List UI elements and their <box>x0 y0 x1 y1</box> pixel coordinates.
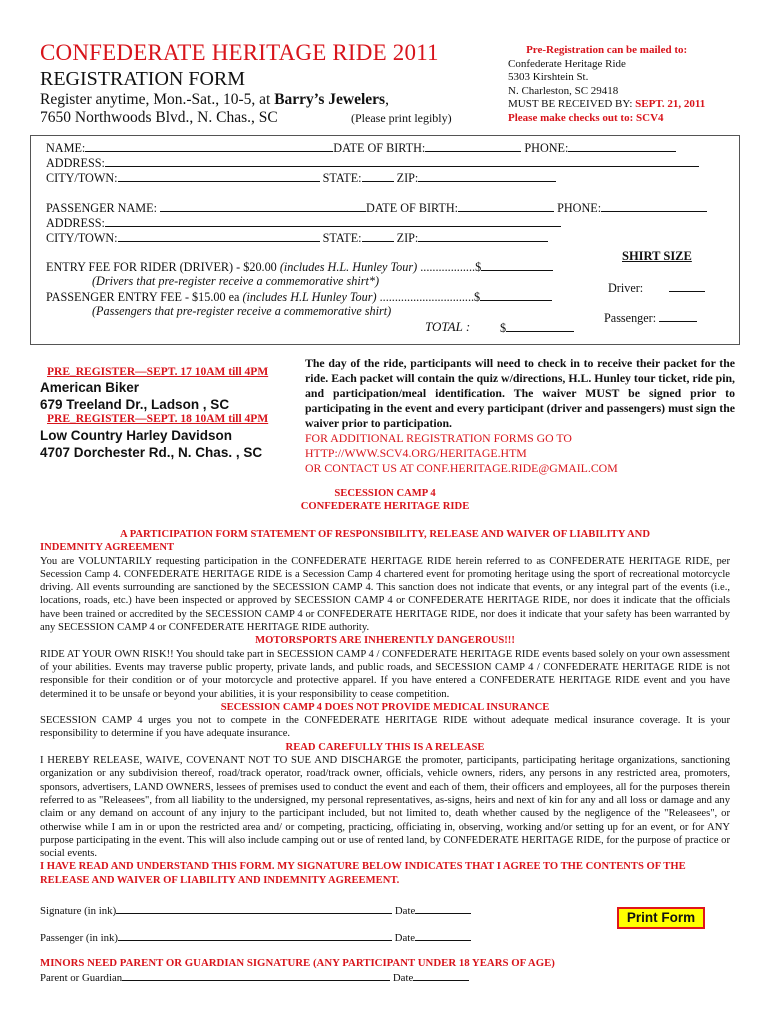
rider-fee-dots: ..................$ <box>417 260 482 274</box>
preregister-address-1: 679 Treeland Dr., Ladson , SC <box>40 397 230 412</box>
passenger-fee-label: PASSENGER ENTRY FEE - $15.00 ea <box>46 290 243 304</box>
rider-state-field[interactable] <box>362 170 394 182</box>
signature-field[interactable] <box>116 903 392 914</box>
passenger-signature-label: Passenger (in ink) <box>40 932 118 944</box>
print-legibly-note: (Please print legibly) <box>351 111 452 125</box>
org-line-1: SECESSION CAMP 4 <box>334 488 436 499</box>
rider-city-field[interactable] <box>118 170 320 182</box>
waiver-release: READ CAREFULLY THIS IS A RELEASE <box>285 741 485 753</box>
shirt-passenger-label: Passenger: <box>604 311 657 325</box>
passenger-zip-label: ZIP: <box>396 231 419 245</box>
waiver-para-1: You are VOLUNTARILY requesting participation in the CONFEDERATE HERITAGE RIDE herein referred to as CONFEDERATE HERITAGE RIDE, per Secession Camp 4. CONFEDERATE HERITAGE RIDE is a Secession Camp 4 chartered event for promoting heritage using the sport of recreational motorcycle driving. All events surrounding are sanctioned by the SECESSION CAMP 4. This sanction does not indicate that events, or any integral part of the events (i.e., locations, roads, etc.) have been inspected or approved by SECESSION CAMP 4 or CONFEDERATE HERITAGE RIDE, nor does it indicate that the officials have been trained or accredited by the SECESSION CAMP 4 or CONFEDERATE HERITAGE RIDE, nor does it indicate that your safety has been warranted by any SECESSION CAMP 4 or CONFEDERATE HERITAGE RIDE authority. <box>40 555 730 634</box>
signature-row <box>40 903 471 917</box>
rider-address-field[interactable] <box>105 155 699 167</box>
rider-shirt-note: (Drivers that pre-register receive a commemorative shirt*) <box>92 274 380 288</box>
passenger-address-row <box>46 215 561 230</box>
waiver-danger: MOTORSPORTS ARE INHERENTLY DANGEROUS!!! <box>255 635 515 647</box>
guardian-label: Parent or Guardian <box>40 972 123 984</box>
rider-dob-field[interactable] <box>425 140 521 152</box>
rider-city-row <box>46 170 556 185</box>
rider-fee-note: (includes H.L. Hunley Tour) <box>279 260 418 274</box>
rider-zip-label: ZIP: <box>396 171 419 185</box>
store-address: 7650 Northwoods Blvd., N. Chas., SC <box>40 109 278 126</box>
passenger-date-label: Date <box>394 932 416 944</box>
guardian-row <box>40 970 469 984</box>
total-dollar: $ <box>500 321 507 335</box>
rider-state-label: STATE: <box>322 171 362 185</box>
total-label: TOTAL : <box>425 319 471 334</box>
shirt-size-title: SHIRT SIZE <box>622 249 692 263</box>
checkin-text: The day of the ride, participants will need to check in to receive their packet for the ride. Each packet will contain the quiz w/directions, H.L. Hunley tour ticket, ride pin, and participation/meal identification. The waiver MUST be signed prior to participating in the event and every participant (driver and passengers) must sign the waiver prior to participation. <box>305 356 735 430</box>
preregister-event-2: PRE_REGISTER—SEPT. 18 10AM till 4PM <box>47 413 269 425</box>
passenger-fee-note: (includes H.L Hunley Tour) <box>242 290 377 304</box>
passenger-zip-field[interactable] <box>418 230 548 242</box>
form-subtitle: REGISTRATION FORM <box>40 68 246 90</box>
rider-city-label: CITY/TOWN: <box>46 171 118 185</box>
rider-name-row <box>46 140 676 155</box>
rider-phone-label: PHONE: <box>524 141 569 155</box>
waiver-para-3: SECESSION CAMP 4 urges you not to compete in the CONFEDERATE HERITAGE RIDE without adequate medical insurance coverage. It is your responsibility to determine if you have adequate insurance. <box>40 715 730 740</box>
preregister-address-2: 4707 Dorchester Rd., N. Chas. , SC <box>40 445 263 460</box>
waiver-para-4: I HEREBY RELEASE, WAIVE, COVENANT NOT TO SUE AND DISCHARGE the promoter, participants, participating heritage organizations, sanctioning organization or any subdivision thereof, road/track operator, road/track owner, officials, vehicle owners, riders, any persons in any restricted area, promoters, sponsors, advertisers, LAND OWNERS, lessees of premises used to conduct the event and each of them, their officers and employees, all for the purposes therein referred to as "Releasees", from all liability to the undersigned, my personal representatives, as-signs, heirs and next of kin for any and all loss or damage and any claim or any demand on account of any injury to the participant included, but not limited to, death whether caused by the negligence of the "Releasees", or otherwise while I am in or upon the restricted area and/ or competing, practicing, officiating in, observing, working and/or setting up for an event, or for ANY purpose participating in the event. This will also include camping out or use of rented land, by CONFEDERATE HERITAGE RIDE, for the purpose of practice or social events. <box>40 755 730 860</box>
passenger-fee-amount[interactable] <box>480 289 552 301</box>
mail-checks: Please make checks out to: SCV4 <box>508 111 664 124</box>
passenger-signature-row <box>40 930 471 944</box>
passenger-address-field[interactable] <box>105 215 561 227</box>
mail-line2: 5303 Kirshtein St. <box>508 71 589 84</box>
shirt-passenger-field[interactable] <box>659 310 697 322</box>
deadline-date: SEPT. 21, 2011 <box>635 98 706 111</box>
guardian-field[interactable] <box>122 970 390 981</box>
print-form-button[interactable]: Print Form <box>617 907 705 929</box>
passenger-dob-label: DATE OF BIRTH: <box>366 201 459 215</box>
passenger-fee-row <box>46 289 552 304</box>
form-title: CONFEDERATE HERITAGE RIDE 2011 <box>40 40 439 65</box>
signature-date-field[interactable] <box>415 903 471 914</box>
passenger-signature-field[interactable] <box>118 930 392 941</box>
register-prefix: Register anytime, Mon.-Sat., 10-5, at <box>40 91 275 108</box>
shirt-driver-label: Driver: <box>608 281 644 295</box>
rider-zip-field[interactable] <box>418 170 556 182</box>
guardian-date-label: Date <box>392 972 414 984</box>
passenger-state-label: STATE: <box>322 231 362 245</box>
waiver-acknowledge: I HAVE READ AND UNDERSTAND THIS FORM. MY SIGNATURE BELOW INDICATES THAT I AGREE TO THE CONTENTS OF THE RELEASE AND WAIVER OF LIABILITY AND INDEMNITY AGREEMENT. <box>40 861 686 886</box>
waiver-no-insurance: SECESSION CAMP 4 DOES NOT PROVIDE MEDICAL INSURANCE <box>220 701 550 713</box>
passenger-name-row <box>46 200 707 215</box>
mail-info <box>508 44 705 126</box>
signature-label: Signature (in ink) <box>40 905 117 917</box>
passenger-city-field[interactable] <box>118 230 320 242</box>
mail-line1: Confederate Heritage Ride <box>508 57 626 70</box>
waiver-heading-2: INDEMNITY AGREEMENT <box>40 542 175 554</box>
forms-url[interactable]: HTTP://WWW.SCV4.ORG/HERITAGE.HTM <box>305 446 527 460</box>
passenger-phone-field[interactable] <box>601 200 707 212</box>
rider-fee-row <box>46 259 553 274</box>
org-line-2: CONFEDERATE HERITAGE RIDE <box>300 501 470 512</box>
signature-date-label: Date <box>394 905 416 917</box>
rider-phone-field[interactable] <box>568 140 676 152</box>
passenger-name-field[interactable] <box>160 200 366 212</box>
checkin-info <box>305 356 735 476</box>
preregister-place-2: Low Country Harley Davidson <box>40 428 233 443</box>
mail-deadline <box>508 98 705 112</box>
total-row <box>500 320 574 335</box>
rider-address-row <box>46 155 699 170</box>
shirt-driver-row <box>608 280 705 295</box>
guardian-date-field[interactable] <box>413 970 469 981</box>
rider-name-field[interactable] <box>85 140 333 152</box>
total-amount[interactable] <box>506 320 574 332</box>
more-forms: FOR ADDITIONAL REGISTRATION FORMS GO TO <box>305 431 572 445</box>
contact-email[interactable]: OR CONTACT US AT CONF.HERITAGE.RIDE@GMAIL.COM <box>305 461 618 475</box>
rider-fee-amount[interactable] <box>481 259 553 271</box>
register-store: Barry’s Jewelers <box>274 91 386 108</box>
mail-heading: Pre-Registration can be mailed to: <box>526 44 688 56</box>
shirt-driver-field[interactable] <box>669 280 705 292</box>
passenger-fee-dots: ...............................$ <box>376 290 481 304</box>
rider-address-label: ADDRESS: <box>46 156 105 170</box>
passenger-city-label: CITY/TOWN: <box>46 231 118 245</box>
passenger-date-field[interactable] <box>415 930 471 941</box>
register-info <box>40 91 389 109</box>
shirt-passenger-row <box>604 310 697 325</box>
rider-dob-label: DATE OF BIRTH: <box>333 141 426 155</box>
waiver-heading-1: A PARTICIPATION FORM STATEMENT OF RESPONSIBILITY, RELEASE AND WAIVER OF LIABILITY AND <box>119 529 650 540</box>
mail-line3: N. Charleston, SC 29418 <box>508 84 619 97</box>
minors-note: MINORS NEED PARENT OR GUARDIAN SIGNATURE (ANY PARTICIPANT UNDER 18 YEARS OF AGE) <box>40 957 555 969</box>
passenger-shirt-note: (Passengers that pre-register receive a commemorative shirt) <box>92 304 392 318</box>
passenger-name-label: PASSENGER NAME: <box>46 201 157 215</box>
preregister-place-1: American Biker <box>40 380 140 395</box>
passenger-address-label: ADDRESS: <box>46 216 105 230</box>
deadline-label: MUST BE RECEIVED BY: <box>508 98 636 111</box>
passenger-state-field[interactable] <box>362 230 394 242</box>
passenger-phone-label: PHONE: <box>557 201 602 215</box>
passenger-city-row <box>46 230 548 245</box>
preregister-event-1: PRE_REGISTER—SEPT. 17 10AM till 4PM <box>47 366 269 378</box>
waiver-text <box>40 528 730 887</box>
passenger-dob-field[interactable] <box>458 200 554 212</box>
rider-name-label: NAME: <box>46 141 86 155</box>
rider-fee-label: ENTRY FEE FOR RIDER (DRIVER) - $20.00 <box>46 260 280 274</box>
register-suffix: , <box>385 91 389 108</box>
waiver-para-2: RIDE AT YOUR OWN RISK!! You should take part in SECESSION CAMP 4 / CONFEDERATE HERITAGE RIDE events based solely on your own assessment of your abilities. Events may traverse public property, private lands, and public roads, and SECESSION CAMP 4 / CONFEDERATE HERITAGE RIDE is not responsible for their condition or of your motorcycle and protective apparel. If you have entered a CONFEDERATE HERITAGE RIDE event and you have determined it to be unsafe or beyond your abilities, it is your responsibility to cease competition. <box>40 648 730 700</box>
